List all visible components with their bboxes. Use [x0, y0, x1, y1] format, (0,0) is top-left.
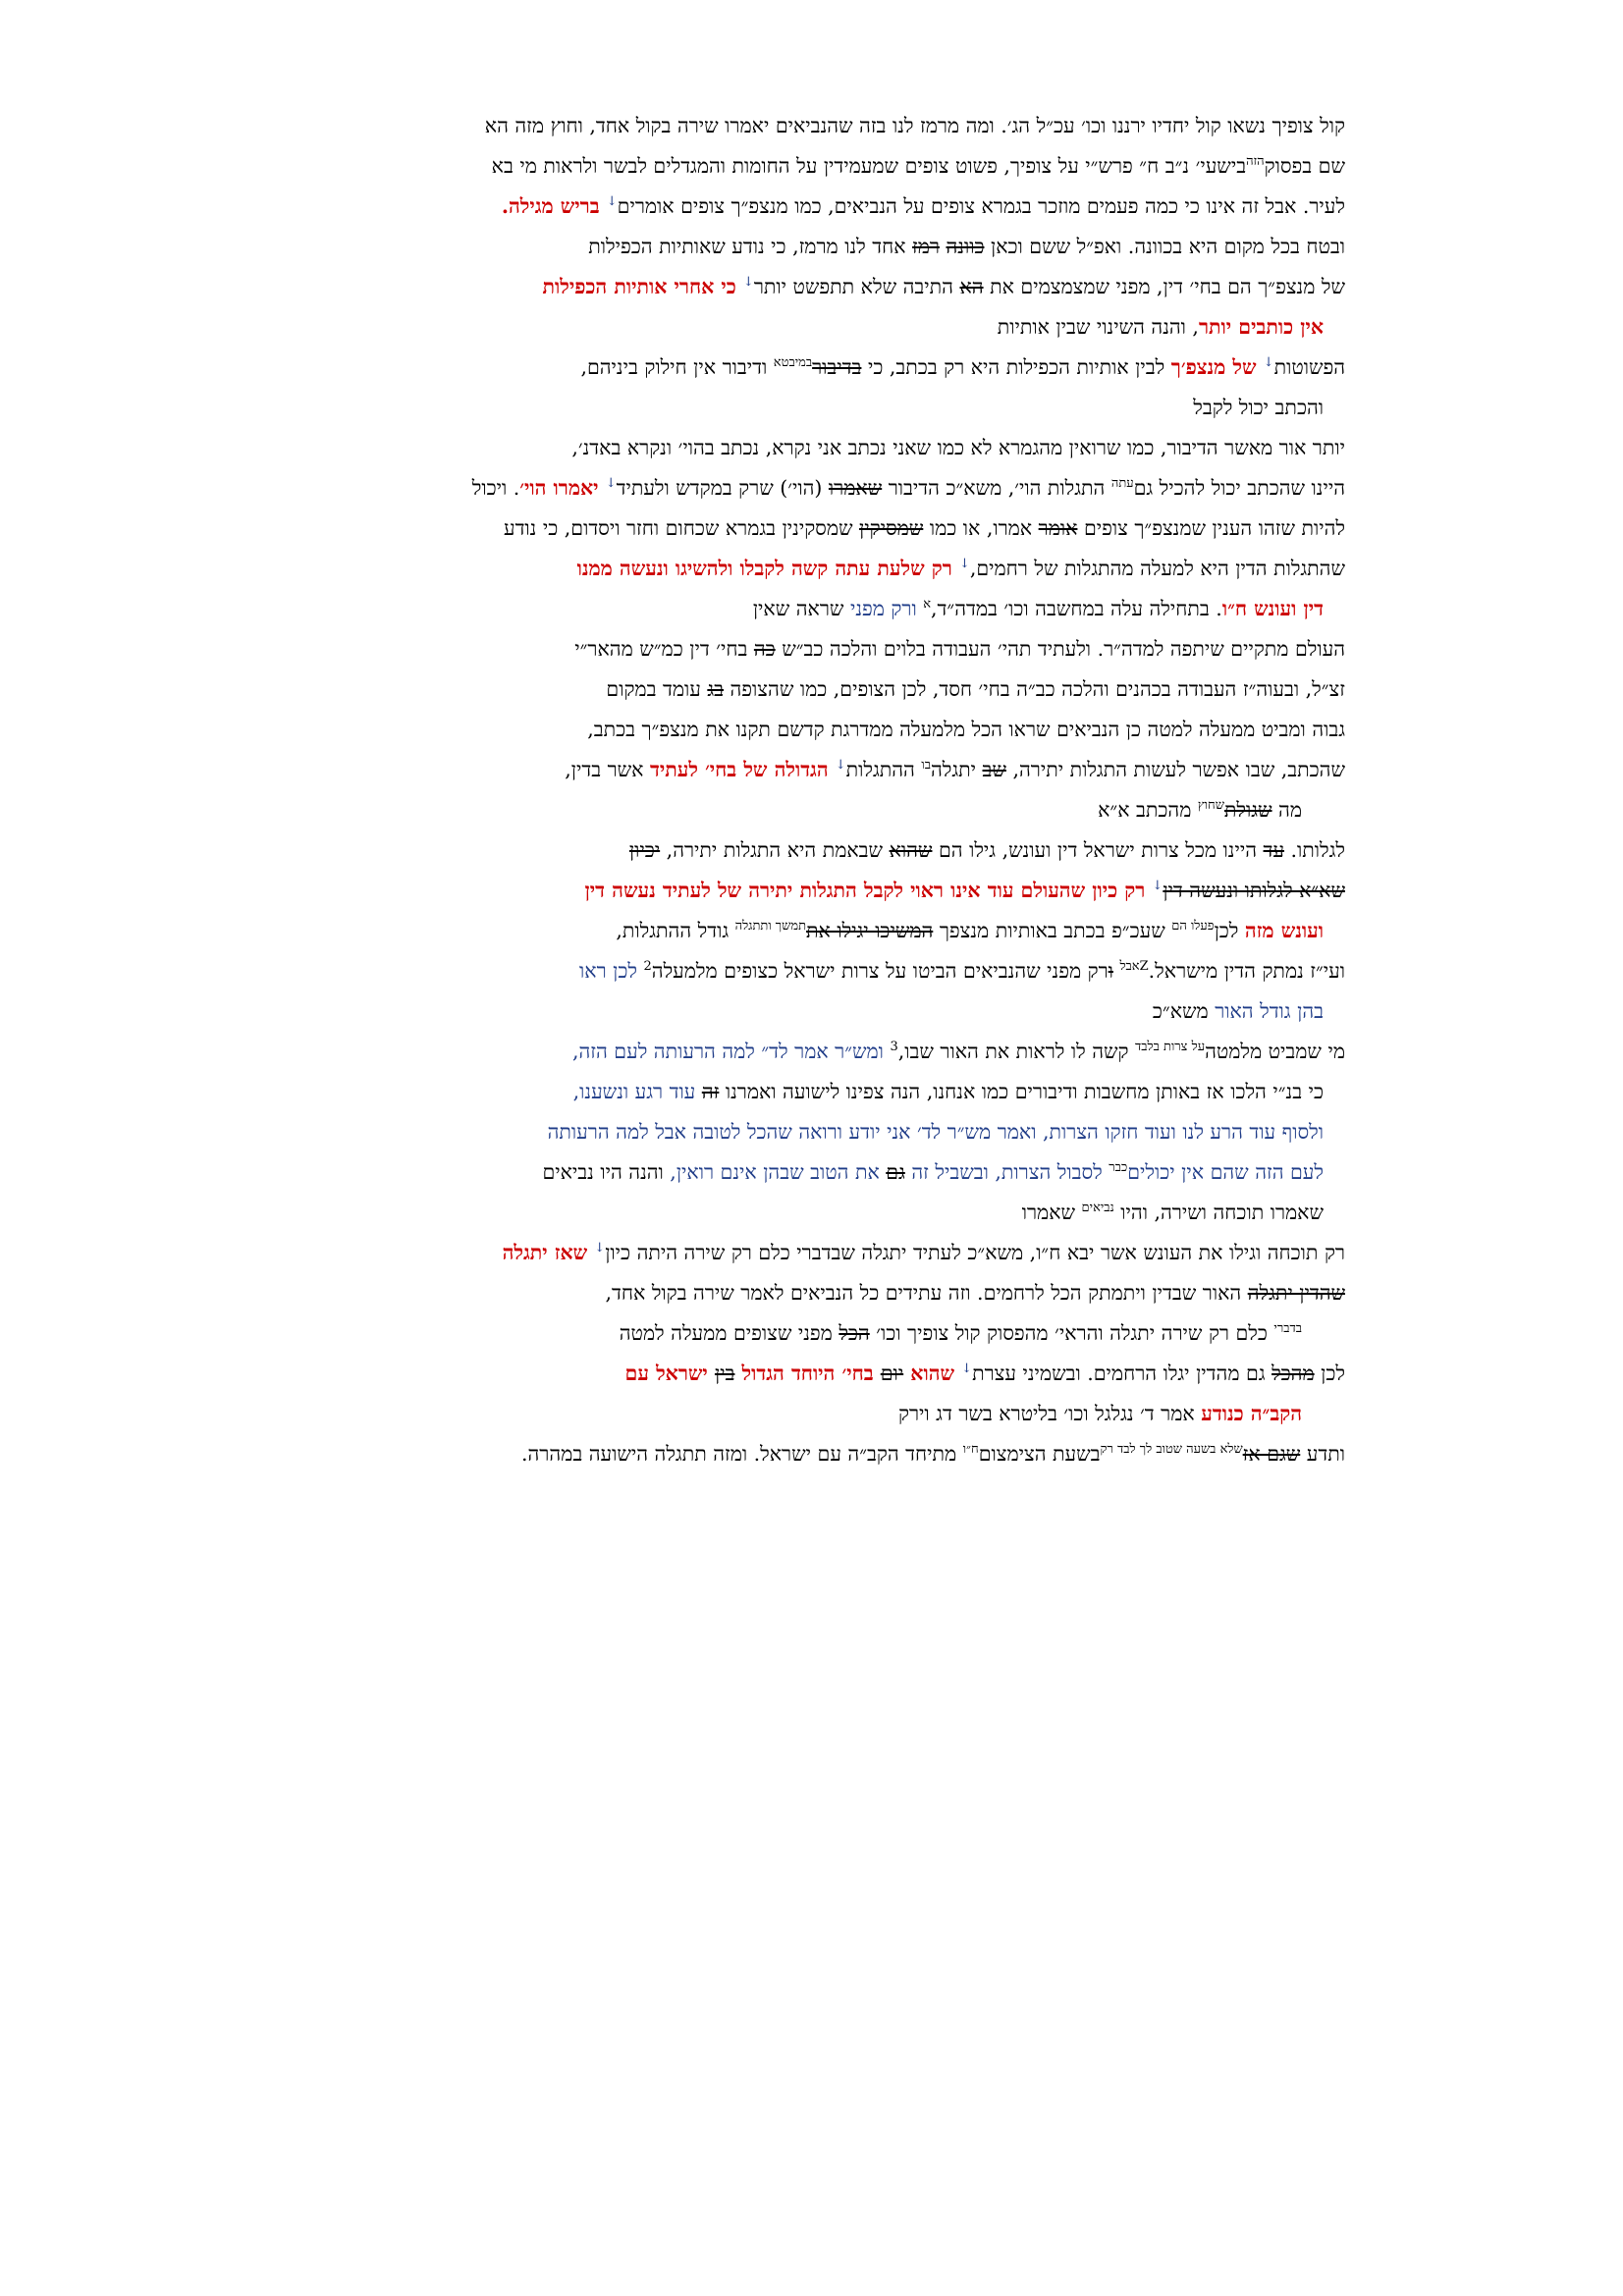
body-text: הפשוטות	[1273, 355, 1345, 379]
blue-insertion-text: לכן ראו	[579, 959, 644, 983]
body-text: היינו שהכתב יכול להכיל גם	[1133, 476, 1345, 500]
body-text: אחד לנו מרמז, כי נודע שאותיות הכפילות	[588, 235, 913, 258]
body-text: גודל ההתגלות,	[616, 919, 735, 942]
struck-out-text: שהדין יתגלה	[1247, 1281, 1345, 1305]
body-text: בישעי׳ נ״ב ח״ פרש״י על צופיך, פשוט צופים שמעמידין על החומות והמגדלים לבשר ולראות מי בא	[491, 154, 1247, 178]
body-text: כי בנ״י הלכו אז באותן מחשבות ודיבורים כמו אנחנו, הנה צפינו לישועה ואמרנו	[719, 1080, 1324, 1103]
text-line	[324, 187, 1345, 227]
body-text: והכתב יכול לקבל	[1193, 396, 1324, 419]
text-line	[324, 629, 1345, 669]
body-text: שאמרו תוכחה ושירה, והיו	[1113, 1201, 1324, 1224]
text-line	[324, 1434, 1345, 1474]
interlinear-insertion: א	[923, 597, 932, 613]
red-insertion-text: ישראל עם	[624, 1362, 715, 1385]
struck-out-text: שב	[982, 758, 1006, 781]
interlinear-insertion: 2	[643, 959, 652, 975]
struck-out-text: הכל	[839, 1321, 870, 1345]
blue-insertion-text: לסבול הצרות, ובשביל זה	[904, 1160, 1109, 1184]
struck-out-text: שגולת	[1223, 798, 1272, 822]
struck-out-text: אומר	[1038, 516, 1078, 540]
body-text: שאמרו	[1021, 1201, 1082, 1224]
text-line	[324, 1152, 1345, 1193]
body-text: (הוי׳) שרק במקדש ולעתיד	[616, 476, 829, 500]
struck-out-text: יכיון	[628, 838, 661, 862]
red-insertion-text: בחי׳ היוחד הגדול	[734, 1362, 881, 1385]
struck-out-text: ו	[1108, 959, 1113, 983]
red-insertion-text: בריש מגילה.	[501, 194, 607, 218]
struck-out-text: שמסיקין	[859, 516, 924, 540]
body-text: לבין אותיות הכפילות היא רק בכתב, כי	[861, 355, 1171, 379]
interlinear-insertion: אבל	[1119, 959, 1140, 975]
interlinear-insertion: Z	[1139, 959, 1149, 975]
body-text: לכן	[1214, 919, 1245, 942]
struck-out-text: מהכל	[1271, 1362, 1315, 1385]
text-line	[324, 549, 1345, 589]
text-line	[324, 1313, 1345, 1354]
body-text: ודיבור אין חילוק ביניהם,	[580, 355, 774, 379]
body-text: יתגלה	[930, 758, 983, 781]
struck-out-text: שהוא	[889, 838, 933, 862]
body-text: שראה שאין	[752, 597, 850, 620]
insertion-arrow-icon: ↓	[742, 275, 754, 291]
body-text: ההתגלות	[845, 758, 922, 781]
body-text: האור שבדין ויתמתק הכל לרחמים. וזה עתידים כל הנביאים לאמר שירה בקול אחד,	[605, 1281, 1248, 1305]
blue-insertion-text: עוד רגע ונשענו,	[572, 1080, 702, 1103]
struck-out-text: בג	[707, 677, 724, 701]
text-line	[324, 307, 1345, 347]
struck-out-text: כה	[753, 637, 776, 661]
struck-out-text: שא״א לגלותו ונעשה דין	[1163, 879, 1345, 902]
struck-out-text: הא	[959, 275, 984, 298]
body-text: גם מהדין יגלו הרחמים. ובשמיני עצרת	[972, 1362, 1272, 1385]
body-text: גבוה ומביט ממעלה למטה כן הנביאים שראו הכל מלמעלה ממדרגת קדשם תקנו את מנצפ״ך בכתב,	[587, 718, 1345, 741]
manuscript-text-block	[324, 106, 1345, 1474]
body-text: שהתגלות הדין היא למעלה מהתגלות של רחמים,	[969, 557, 1345, 580]
body-text: לעיר. אבל זה אינו כי כמה פעמים מוזכר בגמרא צופים על הנביאים, כמו מנצפ״ך צופים אומרים	[617, 194, 1345, 218]
text-line	[324, 106, 1345, 146]
body-text: זצ״ל, ובעוה״ז העבודה בכהנים והלכה כב״ה בחי׳ חסד, לכן הצופים, כמו שהצופה	[724, 677, 1345, 701]
blue-insertion-text: ורק מפני	[849, 597, 924, 620]
struck-out-text: בין	[714, 1362, 735, 1385]
body-text: היינו מכל צרות ישראל דין ועונש, גילו הם	[932, 838, 1264, 862]
insertion-arrow-icon: ↓	[958, 557, 970, 572]
insertion-arrow-icon: ↓	[961, 1362, 973, 1377]
body-text: רק מפני שהנביאים הביטו על צרות ישראל כצופים מלמעלה	[651, 959, 1109, 983]
interlinear-insertion: בו	[921, 758, 931, 774]
text-line	[324, 508, 1345, 549]
body-text: , והנה השינוי שבין אותיות	[997, 315, 1199, 339]
body-text: קשה לו לראות את האור שבו,	[897, 1040, 1136, 1063]
red-insertion-text: הקב״ה כנודע	[1201, 1402, 1302, 1425]
body-text: שם בפסוק	[1264, 154, 1345, 178]
text-line	[324, 468, 1345, 508]
blue-insertion-text: בהן גודל האור	[1215, 999, 1324, 1023]
text-line	[324, 830, 1345, 871]
insertion-arrow-icon: ↓	[605, 476, 617, 492]
text-line	[324, 871, 1345, 911]
interlinear-insertion: שלא בשעה שטוב לך לבד רק	[1100, 1442, 1243, 1458]
insertion-arrow-icon: ↓	[1263, 355, 1274, 371]
body-text: . בתחילה עלה במחשבה וכו׳ במדה״ד,	[931, 597, 1222, 620]
struck-out-text: שאמרו	[828, 476, 883, 500]
struck-out-text: זה	[701, 1080, 720, 1103]
body-text: ותדע	[1300, 1442, 1345, 1466]
red-insertion-text: הגדולה של בחי׳ לעתיד	[650, 758, 836, 781]
insertion-arrow-icon: ↓	[1152, 879, 1163, 894]
body-text: מי שמביט מלמטה	[1205, 1040, 1345, 1063]
text-line	[324, 347, 1345, 388]
text-line	[324, 267, 1345, 307]
red-insertion-text: כי אחרי אותיות הכפילות	[542, 275, 743, 298]
red-insertion-text: ועונש מזה	[1244, 919, 1324, 942]
body-text: שהכתב, שבו אפשר לעשות התגלות יתירה,	[1005, 758, 1345, 781]
struck-out-text: המשיכו יגילו את	[806, 919, 934, 942]
insertion-arrow-icon: ↓	[835, 758, 846, 774]
body-text: התגלות הוי׳, משא״כ הדיבור	[882, 476, 1111, 500]
body-text: ובטח בכל מקום היא בכוונה. ואפ״ל ששם וכאן	[984, 235, 1345, 258]
body-text: לגלותו.	[1284, 838, 1345, 862]
blue-insertion-text: לעם הזה שהם אין יכולים	[1127, 1160, 1324, 1184]
text-line	[324, 227, 1345, 267]
insertion-arrow-icon: ↓	[606, 194, 618, 210]
body-text: מתיחד הקב״ה עם ישראל. ומזה תתגלה הישועה במהרה.	[521, 1442, 963, 1466]
body-text: . ויכול	[471, 476, 520, 500]
interlinear-insertion: כבר	[1109, 1160, 1128, 1176]
text-line	[324, 1193, 1345, 1233]
red-insertion-text: רק שלעת עתה קשה לקבלו ולהשיגו ונעשה ממנו	[576, 557, 959, 580]
body-text: עומד במקום	[606, 677, 708, 701]
body-text: של מנצפ״ך הם בחי׳ דין, מפני שמצמצמים את	[983, 275, 1345, 298]
struck-out-text: עד	[1263, 838, 1285, 862]
text-line	[324, 589, 1345, 629]
text-line	[324, 1233, 1345, 1273]
text-line	[324, 388, 1345, 428]
interlinear-insertion: 3	[890, 1040, 898, 1055]
red-insertion-text: של מנצפ׳ך	[1170, 355, 1264, 379]
text-line	[324, 951, 1345, 991]
body-text: יותר אור מאשר הדיבור, כמו שרואין מהגמרא לא כמו שאני נכתב אני נקרא, נכתב בהוי׳ ונקרא באדנ׳,	[571, 436, 1345, 459]
body-text: בחי׳ דין כמ״ש מהאר״י	[574, 637, 754, 661]
body-text: מהכתב א״א	[1098, 798, 1198, 822]
blue-insertion-text: ולסוף עוד הרע לנו ועוד חזקו הצרות, ואמר מש״ר לד׳ אני יודע ורואה שהכל לטובה אבל למה הרעותה	[547, 1120, 1324, 1144]
struck-out-text: גם	[886, 1160, 905, 1184]
body-text: התיבה שלא תתפשט יותר	[753, 275, 960, 298]
text-line	[324, 911, 1345, 951]
body-text: אמר ד׳ נגלגל וכו׳ בליטרא בשר דג וירק	[898, 1402, 1202, 1425]
body-text: מפני שצופים ממעלה למטה	[619, 1321, 839, 1345]
text-line	[324, 790, 1345, 830]
body-text: אמרו, או כמו	[923, 516, 1039, 540]
interlinear-insertion: תמשך ותתגלה	[734, 919, 806, 934]
body-text: רק תוכחה וגילו את העונש אשר יבא ח״ו, משא״כ לעתיד יתגלה שבדברי כלם רק שירה היתה כיון	[605, 1241, 1345, 1264]
body-text: שעכ״פ בכתב באותיות מנצפך	[933, 919, 1172, 942]
body-text: כלם רק שירה יתגלה והראי׳ מהפסוק קול צופיך וכו׳	[869, 1321, 1274, 1345]
text-line	[324, 710, 1345, 750]
interlinear-insertion: הזה	[1246, 154, 1265, 170]
body-text: להיות שזהו הענין שמנצפ״ך צופים	[1077, 516, 1345, 540]
text-line	[324, 1112, 1345, 1152]
body-text: משא״כ	[1152, 999, 1216, 1023]
text-line	[324, 669, 1345, 710]
interlinear-insertion: ח״ו	[962, 1442, 979, 1458]
text-line	[324, 1032, 1345, 1072]
text-line	[324, 1394, 1345, 1434]
body-text: והנה היו נביאים	[542, 1160, 671, 1184]
struck-out-text: כוונה	[946, 235, 985, 258]
text-line	[324, 1354, 1345, 1394]
text-line	[324, 1072, 1345, 1112]
text-line	[324, 750, 1345, 790]
interlinear-insertion: עתה	[1110, 476, 1134, 492]
struck-out-text: יום	[880, 1362, 904, 1385]
insertion-arrow-icon: ↓	[594, 1241, 606, 1256]
interlinear-insertion: פעלו הם	[1171, 919, 1215, 934]
text-line	[324, 991, 1345, 1032]
struck-out-text: שגם אז	[1242, 1442, 1301, 1466]
body-text: אשר בדין,	[565, 758, 650, 781]
interlinear-insertion: שחוץ	[1197, 798, 1224, 814]
interlinear-insertion: על צרות בלבד	[1135, 1040, 1206, 1055]
body-text: העולם מתקיים שיתפה למדה״ר. ולעתיד תהי׳ העבודה בלוים והלכה כב״ש	[775, 637, 1345, 661]
interlinear-insertion: נביאים	[1081, 1201, 1114, 1216]
interlinear-insertion: בדברי	[1273, 1321, 1302, 1337]
text-line	[324, 1273, 1345, 1313]
body-text: בשעת הצימצום	[978, 1442, 1101, 1466]
body-text: שבאמת היא התגלות יתירה,	[660, 838, 890, 862]
struck-out-text: רמז	[912, 235, 940, 258]
blue-insertion-text: ומש״ר אמר לד״ למה הרעותה לעם הזה,	[571, 1040, 891, 1063]
red-insertion-text: אין כותבים יותר	[1198, 315, 1324, 339]
red-insertion-text: רק כיון שהעולם עוד אינו ראוי לקבל התגלות יתירה של לעתיד נעשה דין	[584, 879, 1153, 902]
blue-insertion-text: את הטוב שבהן אינם רואין,	[670, 1160, 887, 1184]
body-text: שמסקינין בגמרא שכחום וחזר ויסדום, כי נודע	[503, 516, 860, 540]
struck-out-text: בדיבור	[812, 355, 862, 379]
red-insertion-text: יאמרו הוי׳	[519, 476, 606, 500]
body-text: ועי״ז נמתק הדין מישראל.	[1148, 959, 1345, 983]
body-text: מה	[1271, 798, 1302, 822]
red-insertion-text: שאז יתגלה	[502, 1241, 595, 1264]
body-text: לכן	[1314, 1362, 1345, 1385]
red-insertion-text: שהוא	[903, 1362, 962, 1385]
body-text: קול צופיך נשאו קול יחדיו ירננו וכו׳ עכ״ל הג׳. ומה מרמז לנו בזה שהנביאים יאמרו שירה בקול אחד, וחוץ מזה הא	[484, 114, 1345, 137]
text-line	[324, 428, 1345, 468]
interlinear-insertion: במיבטא	[773, 355, 813, 371]
text-line	[324, 146, 1345, 187]
red-insertion-text: דין ועונש ח״ו	[1221, 597, 1324, 620]
